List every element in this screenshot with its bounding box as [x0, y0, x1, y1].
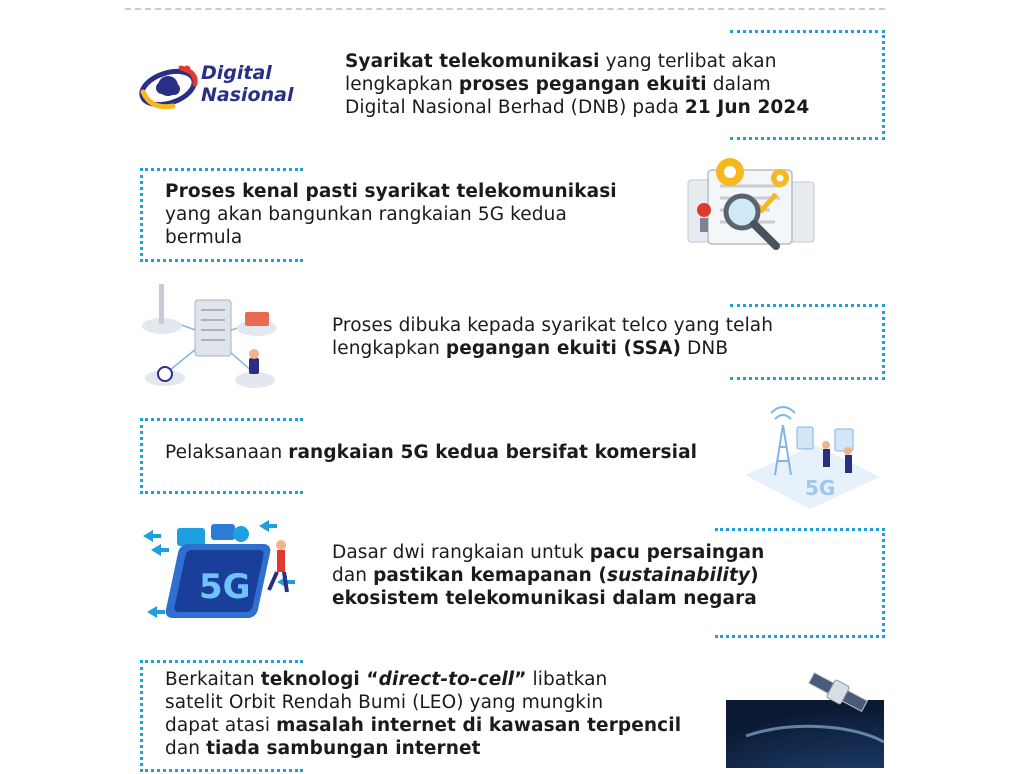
text-line — [165, 180, 645, 203]
item-text-5 — [332, 541, 862, 610]
text-line — [332, 337, 862, 360]
text-segment: libatkan — [526, 669, 608, 690]
text-segment: Pelaksanaan — [165, 442, 289, 463]
text-line — [165, 441, 745, 464]
text-line — [165, 226, 645, 249]
text-segment: rangkaian 5G kedua bersifat komersial — [288, 442, 698, 463]
item-text-6 — [165, 668, 725, 760]
item-text-3 — [332, 314, 862, 360]
text-line — [332, 587, 862, 610]
text-segment: tiada sambungan internet — [206, 738, 481, 759]
text-segment: masalah internet di kawasan terpencil — [276, 715, 682, 736]
text-segment: ) — [750, 565, 759, 586]
item-text-2 — [165, 180, 645, 249]
satellite-icon — [726, 656, 884, 768]
5g-phone-icon — [137, 520, 307, 630]
item-text-1 — [345, 50, 875, 119]
digital-nasional-logo — [137, 58, 317, 114]
text-line — [165, 203, 645, 226]
text-segment: 21 Jun 2024 — [684, 97, 810, 118]
text-segment: Proses dibuka kepada syarikat telco yang telah — [332, 315, 774, 336]
text-segment: bermula — [165, 227, 243, 248]
svg-text:5G: 5G — [199, 567, 251, 607]
text-line — [165, 691, 725, 714]
text-line — [345, 96, 875, 119]
text-segment: Dasar dwi rangkaian untuk — [332, 542, 590, 563]
top-divider — [125, 8, 885, 10]
document-search-icon — [680, 152, 820, 252]
text-segment: pastikan kemapanan ( — [373, 565, 607, 586]
text-line — [332, 314, 862, 337]
text-segment: pegangan ekuiti (SSA) — [445, 338, 682, 359]
text-segment: ” — [514, 669, 527, 690]
logo-line-2: Nasional — [201, 84, 294, 106]
text-segment: sustainability — [606, 565, 751, 586]
text-segment: pacu persaingan — [589, 542, 765, 563]
text-line — [165, 737, 725, 760]
text-line — [345, 50, 875, 73]
text-segment: dan — [332, 565, 374, 586]
text-line — [332, 564, 862, 587]
text-segment: yang akan bangunkan rangkaian 5G kedua — [165, 204, 567, 225]
text-segment: ekosistem telekomunikasi dalam negara — [332, 588, 757, 609]
text-segment: Proses kenal pasti syarikat telekomunikasi — [165, 181, 617, 202]
text-line — [345, 73, 875, 96]
text-segment: Syarikat telekomunikasi — [345, 51, 600, 72]
text-segment: satelit Orbit Rendah Bumi (LEO) yang mungkin — [165, 692, 604, 713]
text-segment: lengkapkan — [332, 338, 446, 359]
text-line — [165, 714, 725, 737]
text-segment: proses pegangan ekuiti — [458, 74, 707, 95]
text-segment: DNB — [681, 338, 729, 359]
text-segment: direct-to-cell — [378, 669, 515, 690]
text-segment: dan — [165, 738, 207, 759]
item-text-4 — [165, 441, 745, 464]
text-segment: teknologi “ — [260, 669, 379, 690]
svg-text:5G: 5G — [805, 476, 836, 500]
text-segment: dalam — [706, 74, 771, 95]
network-server-icon — [137, 278, 287, 398]
text-segment: Berkaitan — [165, 669, 261, 690]
text-line — [165, 668, 725, 691]
text-segment: lengkapkan — [345, 74, 459, 95]
text-segment: Digital Nasional Berhad (DNB) pada — [345, 97, 685, 118]
5g-tower-icon — [735, 405, 885, 515]
logo-line-1: Digital — [201, 62, 272, 84]
text-segment: yang terlibat akan — [599, 51, 777, 72]
text-segment: dapat atasi — [165, 715, 277, 736]
text-line — [332, 541, 862, 564]
